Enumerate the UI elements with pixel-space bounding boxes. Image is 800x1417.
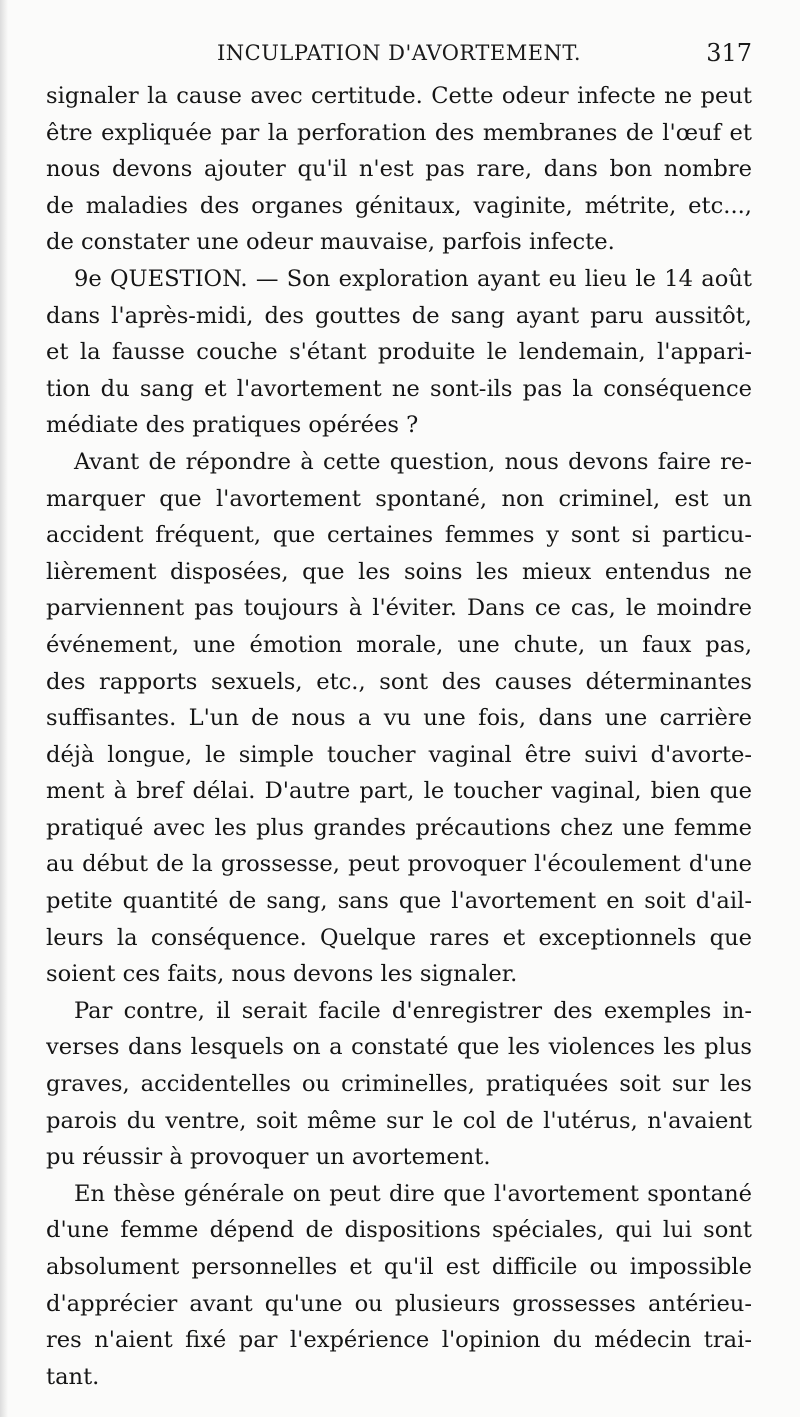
text-line: signaler la cause avec certitude. Cette odeur infecte ne peut [46,83,752,109]
text-line: verses dans lesquels on a constaté que les violences les plus [46,1034,752,1061]
running-head [46,36,752,70]
text-line: pratiqué avec les plus grandes précautions chez une femme [46,814,752,841]
text-line: suffisantes. L'un de nous a vu une fois, dans une carrière [46,705,752,732]
text-line: des rapports sexuels, etc., sont des causes déterminantes [46,668,752,695]
text-line: parois du ventre, soit même sur le col de l'utérus, n'avaient [46,1107,752,1134]
text-line: événement, une émotion morale, une chute, un faux pas, [46,631,752,658]
text-line: d'une femme dépend de dispositions spéciales, qui lui sont [46,1217,752,1244]
text-line: de maladies des organes génitaux, vaginite, métrite, etc..., [46,192,752,219]
text-line: tion du sang et l'avortement ne sont-ils pas la conséquence [46,375,752,402]
body-text [46,78,752,1395]
paragraph-first-line: En thèse générale on peut dire que l'avortement spontané [74,1180,752,1207]
text-line: accident fréquent, que certaines femmes y sont si particu- [46,522,752,549]
text-line: d'apprécier avant qu'une ou plusieurs grossesses antérieu- [46,1290,752,1317]
text-line: déjà longue, le simple toucher vaginal être suivi d'avorte- [46,741,752,768]
text-line: et la fausse couche s'étant produite le lendemain, l'appari- [46,339,752,366]
text-line: dans l'après-midi, des gouttes de sang ayant paru aussitôt, [46,302,752,329]
text-line: pu réussir à provoquer un avortement. [46,1144,491,1171]
page-number: 317 [706,39,752,67]
text-line: médiate des pratiques opérées ? [46,412,419,439]
question-heading-line: 9e QUESTION. — Son exploration ayant eu lieu le 14 août [74,265,752,292]
paragraph-first-line: Avant de répondre à cette question, nous devons faire re- [74,448,752,475]
text-line: parviennent pas toujours à l'éviter. Dans ce cas, le moindre [46,595,752,622]
text-line: absolument personnelles et qu'il est difficile ou impossible [46,1254,752,1280]
text-line: graves, accidentelles ou criminelles, pratiquées soit sur les [46,1071,752,1098]
text-line: soient ces faits, nous devons les signaler. [46,961,518,988]
text-line: ment à bref délai. D'autre part, le toucher vaginal, bien que [46,778,752,805]
text-line: nous devons ajouter qu'il n'est pas rare, dans bon nombre [46,156,752,183]
text-line: petite quantité de sang, sans que l'avortement en soit d'ail- [46,888,752,915]
text-line: lièrement disposées, que les soins les mieux entendus ne [46,558,752,585]
text-line: être expliquée par la perforation des membranes de l'œuf et [46,119,752,146]
text-line: res n'aient fixé par l'expérience l'opinion du médecin trai- [46,1327,752,1354]
text-line: leurs la conséquence. Quelque rares et exceptionnels que [46,924,752,951]
paragraph-first-line: Par contre, il serait facile d'enregistrer des exemples in- [74,997,752,1024]
running-title: INCULPATION D'AVORTEMENT. [217,41,581,65]
text-line: de constater une odeur mauvaise, parfois infecte. [46,229,615,256]
text-line: marquer que l'avortement spontané, non criminel, est un [46,485,752,512]
text-line: au début de la grossesse, peut provoquer l'écoulement d'une [46,851,752,878]
text-line: tant. [46,1363,100,1390]
page-edge-shadow [0,0,8,1417]
